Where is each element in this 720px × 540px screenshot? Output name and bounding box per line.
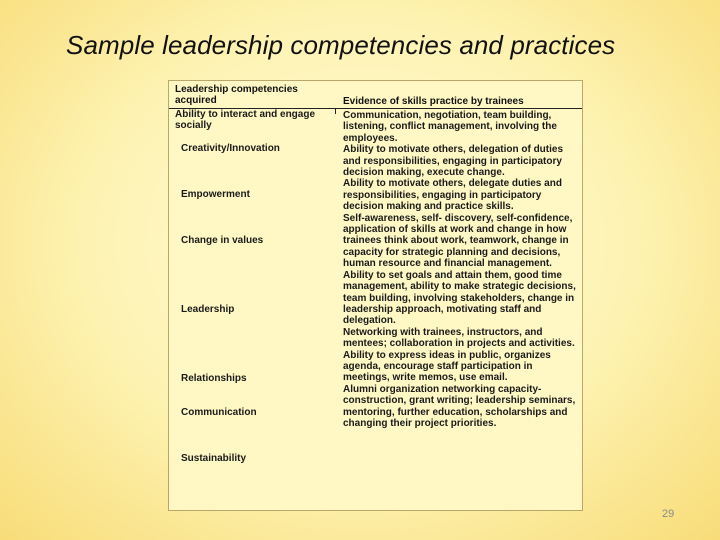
- evidence-communication: Ability to express ideas in public, organizes agenda, encourage staff participation in meetings, write memos, use email.: [343, 349, 551, 384]
- competencies-table: [168, 80, 583, 511]
- header-evidence: Evidence of skills practice by trainees: [343, 96, 524, 107]
- evidence-social: Communication, negotiation, team building, listening, conflict management, involving the employees.: [343, 110, 557, 144]
- column-divider: [335, 108, 336, 114]
- competency-empowerment: Empowerment: [181, 189, 250, 200]
- page-number: 29: [662, 508, 675, 520]
- header-competencies: Leadership competencies acquired: [175, 84, 298, 106]
- competency-relationships: Relationships: [181, 373, 247, 384]
- evidence-values: Self-awareness, self- discovery, self-confidence, application of skills at work and change in how trainees think about work, teamwork, change in capacity for strategic planning and decisions, human resource and financial management.: [343, 212, 573, 270]
- evidence-relationships: Networking with trainees, instructors, and mentees; collaboration in projects and activities.: [343, 326, 575, 350]
- evidence-sustainability: Alumni organization networking capacity-construction, grant writing; leadership seminars, mentoring, further education, scholarships and changing their project priorities.: [343, 383, 576, 429]
- evidence-column: [343, 110, 581, 429]
- evidence-leadership: Ability to set goals and attain them, good time management, ability to make strategic decisions, team building, involving stakeholders, change in leadership approach, motivating staff and delegation.: [343, 269, 576, 327]
- evidence-empowerment: Ability to motivate others, delegate duties and responsibilities, engaging in participatory decision making and practice skills.: [343, 178, 562, 213]
- competency-social: Ability to interact and engage socially: [175, 109, 316, 132]
- slide-title: Sample leadership competencies and practices: [66, 30, 616, 60]
- competency-creativity: Creativity/Innovation: [181, 143, 280, 154]
- competency-communication: Communication: [181, 407, 257, 418]
- competency-sustainability: Sustainability: [181, 453, 247, 464]
- table-header: [169, 81, 582, 109]
- evidence-creativity: Ability to motivate others, delegation of duties and responsibilities, engaging in participatory decision making, execute change.: [343, 144, 564, 179]
- competency-values: Change in values: [181, 235, 264, 246]
- competency-leadership: Leadership: [181, 304, 235, 315]
